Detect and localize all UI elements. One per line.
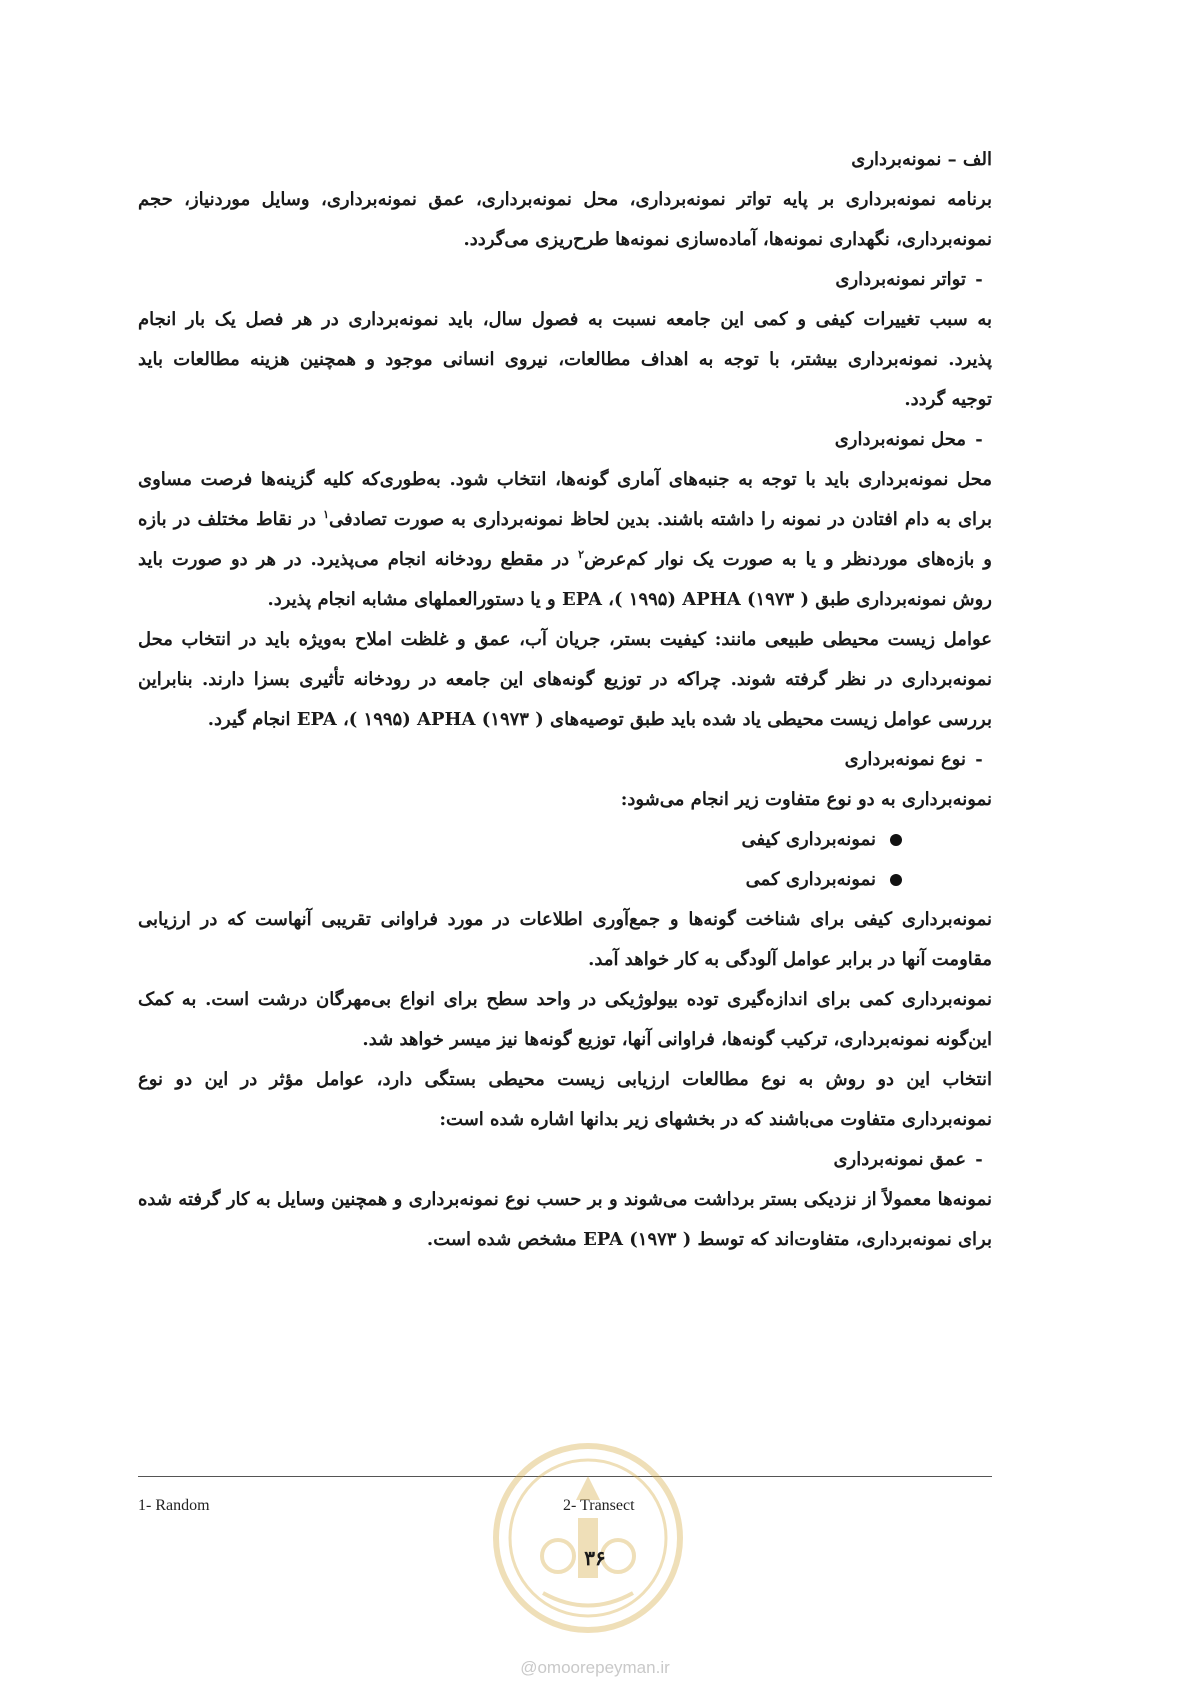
text-line: مقاومت آنها در برابر عوامل آلودگی به کار خواهد آمد. [588, 949, 992, 970]
bullet-icon [890, 834, 902, 846]
section-heading: الف – نمونه‌برداری [851, 149, 992, 170]
text-line: برای به دام افتادن در نمونه را داشته باشند. بدین لحاظ نمونه‌برداری به صورت تصادفی$^۱$ در نقاط مختلف در بازه [138, 508, 992, 530]
watermark-url: @omoorepeyman.ir [520, 1658, 670, 1677]
text-line: و بازه‌های موردنظر و یا به صورت یک نوار کم‌عرض$^۲$ در مقطع رودخانه انجام می‌پذیرد. در هر دو صورت باید [138, 548, 992, 570]
text-line: عوامل زیست محیطی طبیعی مانند: کیفیت بستر، جریان آب، عمق و غلظت املاح به‌ویژه باید در انتخاب محل [138, 629, 992, 650]
list-item: نمونه‌برداری کمی [138, 860, 992, 900]
text-line: پذیرد. نمونه‌برداری بیشتر، با توجه به اهداف مطالعات، نیروی انسانی موجود و همچنین هزینه مطالعات باید [138, 349, 992, 370]
list-item: نمونه‌برداری کیفی [138, 820, 992, 860]
text-line: به سبب تغییرات کیفی و کمی این جامعه نسبت به فصول سال، باید نمونه‌برداری در هر فصل یک بار انجام [138, 309, 992, 330]
text-line: نمونه‌برداری به دو نوع متفاوت زیر انجام می‌شود: [620, 789, 992, 810]
watermark-seal-icon [488, 1438, 688, 1638]
text-line: برای نمونه‌برداری، متفاوت‌اند که توسط ( ۱۹۷۳) EPA مشخص شده است. [426, 1229, 992, 1250]
text-line: بررسی عوامل زیست محیطی یاد شده باید طبق توصیه‌های ( ۱۹۷۳) EPA ،( ۱۹۹۵) APHA انجام گیرد. [207, 709, 992, 730]
text-line: این‌گونه نمونه‌برداری، ترکیب گونه‌ها، فراوانی آنها، توزیع گونه‌ها نیز میسر خواهد شد. [362, 1029, 992, 1050]
body-text [138, 140, 992, 1260]
text-line: نمونه‌برداری متفاوت می‌باشند که در بخشهای زیر بدانها اشاره شده است: [439, 1109, 992, 1130]
bullet-icon [890, 874, 902, 886]
footnote-ref: ۲ [578, 548, 584, 561]
text-line: نمونه‌برداری، نگهداری نمونه‌ها، آماده‌سازی نمونه‌ها طرح‌ریزی می‌گردد. [463, 229, 992, 250]
subheading-depth: -عمق نمونه‌برداری [833, 1149, 983, 1170]
text-line: محل نمونه‌برداری باید با توجه به جنبه‌های آماری گونه‌ها، انتخاب شود. به‌طوری‌که کلیه گزینه‌ها فرصت مساوی [138, 469, 992, 490]
footnote-ref: ۱ [323, 508, 330, 521]
text-line: نمونه‌برداری کیفی برای شناخت گونه‌ها و جمع‌آوری اطلاعات در مورد فراوانی تقریبی آنهاست که در ارزیابی [138, 909, 992, 930]
text-line: نمونه‌ها معمولاً از نزدیکی بستر برداشت می‌شوند و بر حسب نوع نمونه‌برداری و همچنین وسایل به کار گرفته شده [138, 1189, 992, 1210]
text-line: انتخاب این دو روش به نوع مطالعات ارزیابی زیست محیطی بستگی دارد، عوامل مؤثر در این دو نوع [138, 1069, 992, 1090]
text-line: نمونه‌برداری در نظر گرفته شوند. چراکه در توزیع گونه‌های این جامعه در رودخانه تأثیری بسزا دارند. بنابراین [138, 669, 992, 690]
text-line: توجیه گردد. [904, 389, 992, 410]
page-number: ۳۶ [584, 1546, 606, 1570]
subheading-type: -نوع نمونه‌برداری [844, 749, 983, 770]
text-line: نمونه‌برداری کمی برای اندازه‌گیری توده بیولوژیکی در واحد سطح برای انواع بی‌مهرگان درشت است. به کمک [138, 989, 992, 1010]
text-line: روش نمونه‌برداری طبق ( ۱۹۷۳) EPA ،( ۱۹۹۵) APHA و یا دستورالعملهای مشابه انجام پذیرد. [267, 589, 992, 610]
subheading-frequency: -تواتر نمونه‌برداری [835, 269, 983, 290]
subheading-location: -محل نمونه‌برداری [834, 429, 983, 450]
footnote-1: 1- Random [138, 1497, 210, 1514]
text-line: برنامه نمونه‌برداری بر پایه تواتر نمونه‌برداری، محل نمونه‌برداری، عمق نمونه‌برداری، وسایل موردنیاز، حجم [138, 189, 992, 210]
footnote-2: 2- Transect [563, 1497, 635, 1514]
